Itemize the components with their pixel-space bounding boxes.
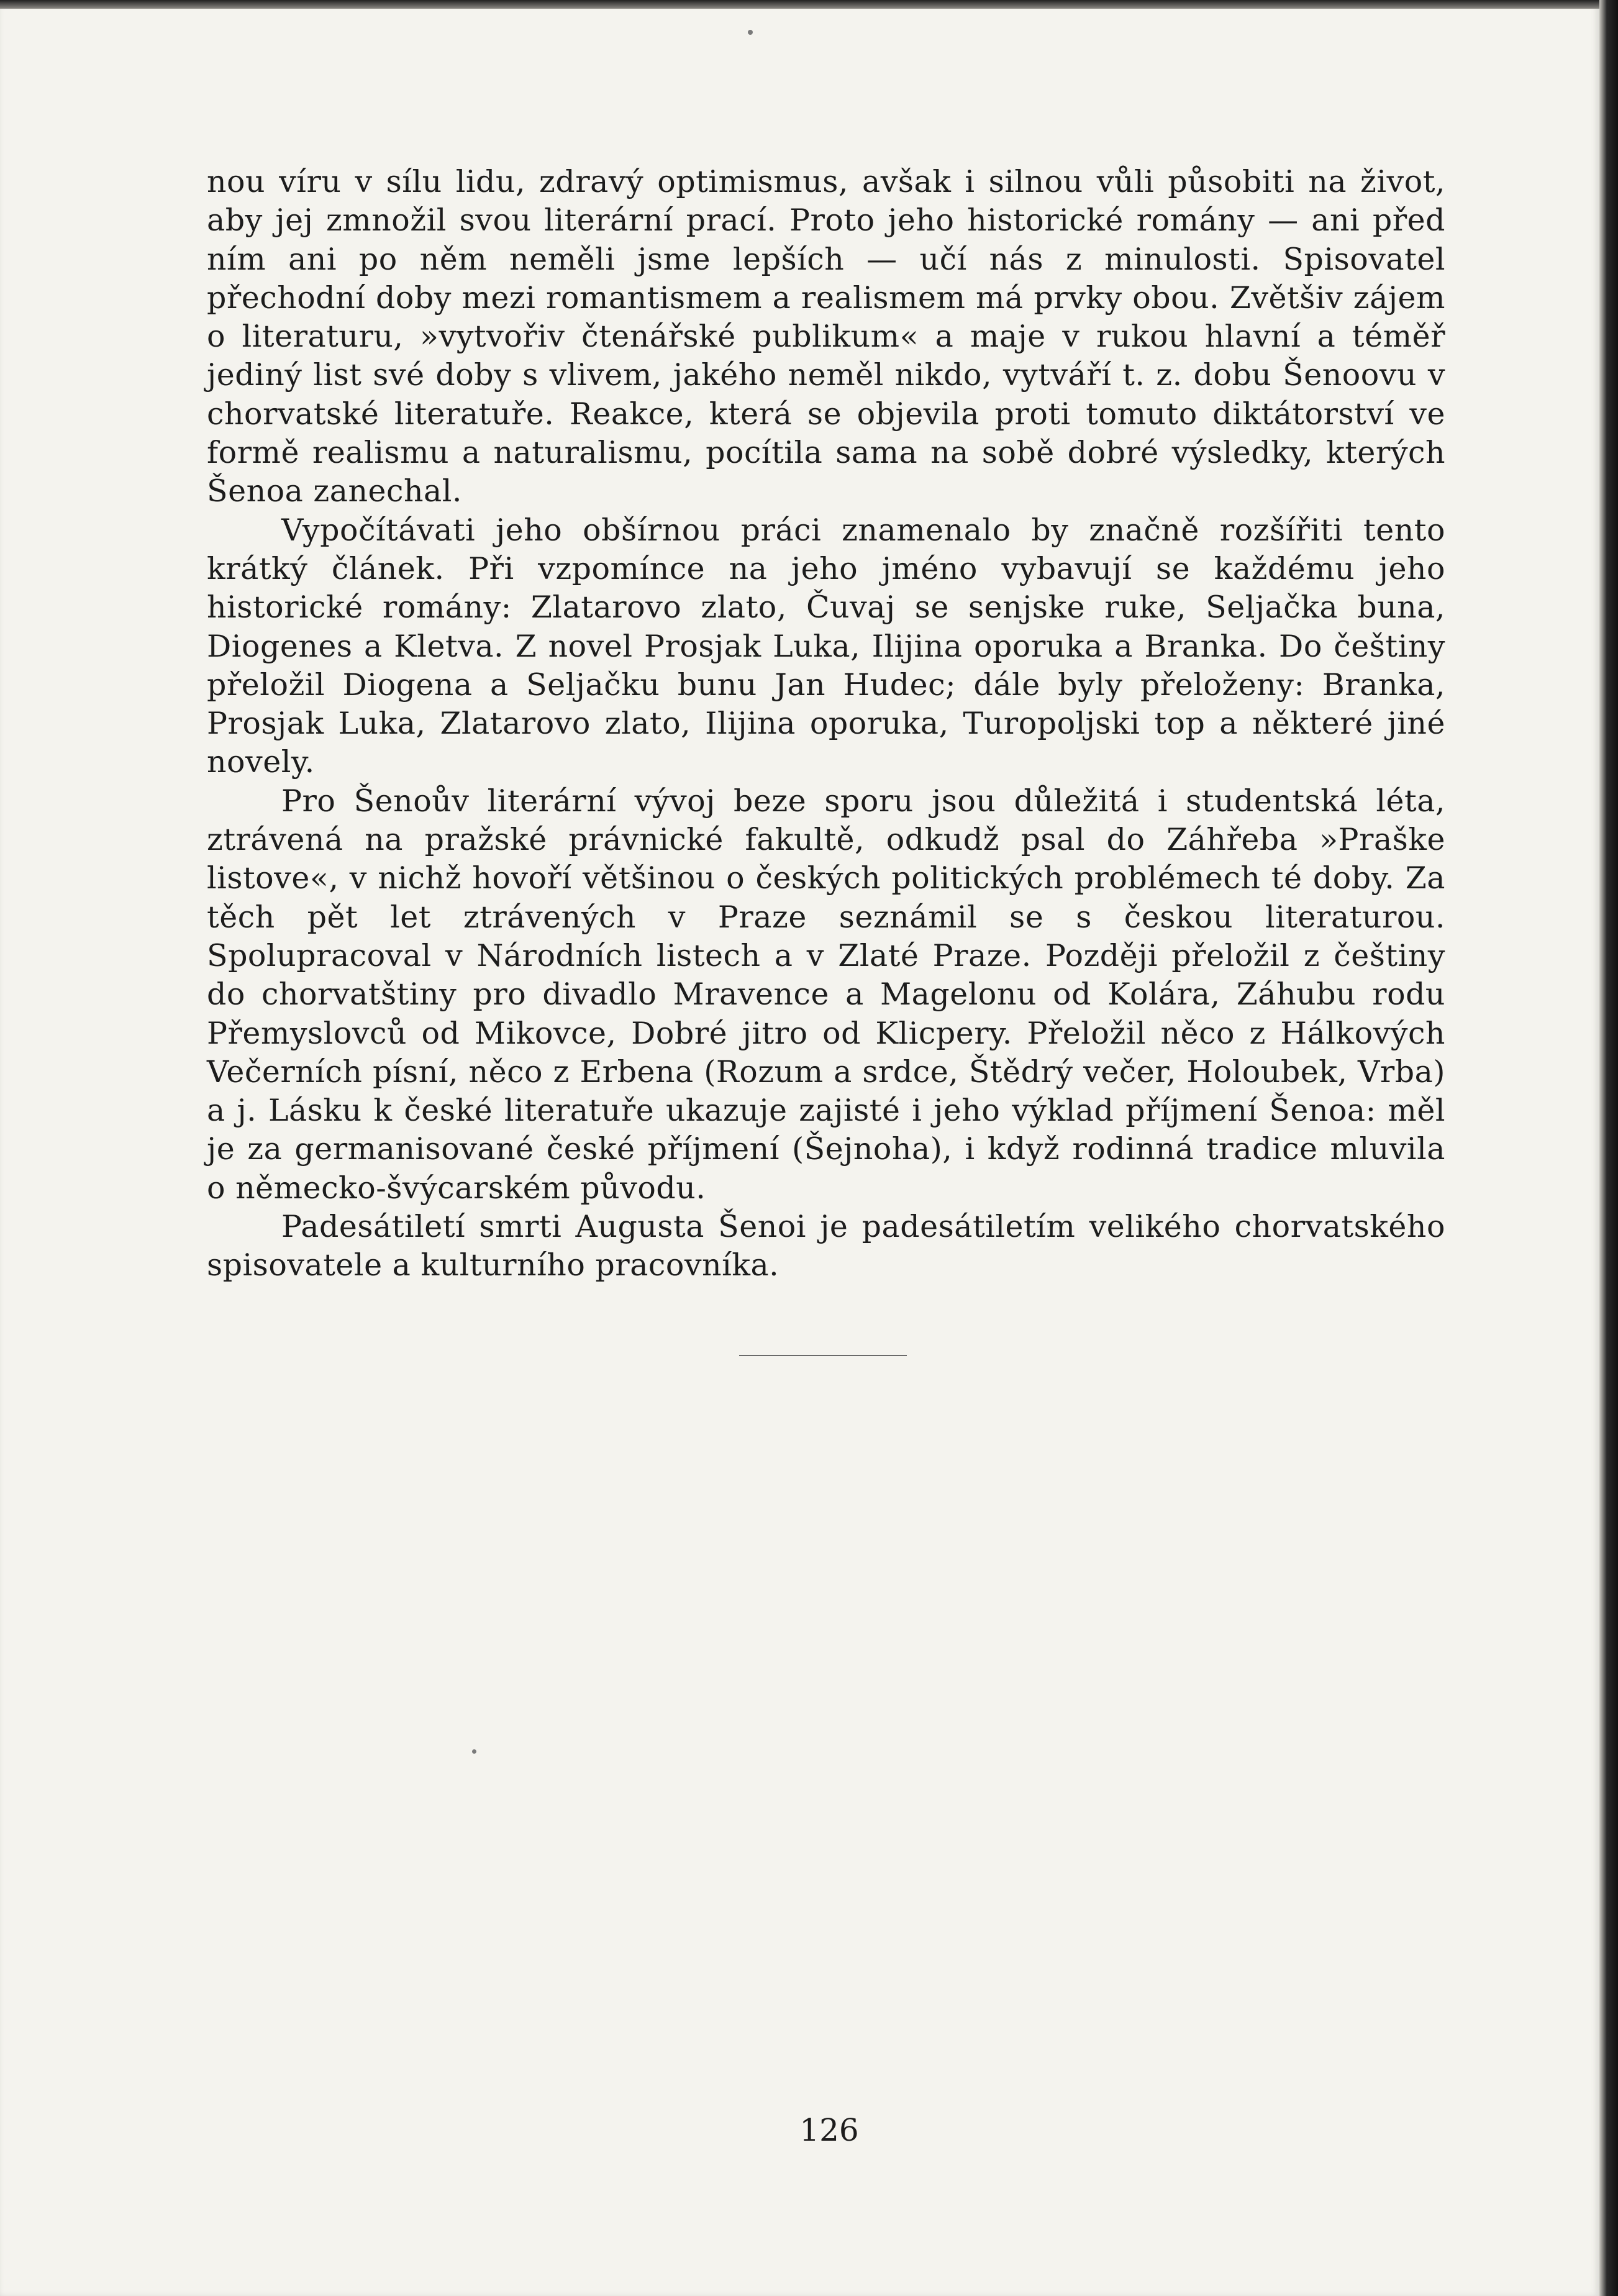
- scan-right-edge: [1599, 0, 1618, 2296]
- page-number: 126: [799, 2112, 859, 2148]
- paragraph-4: Padesátiletí smrti Augusta Šenoi je padesátiletím velikého chorvatského spisovatele a kulturního pracovníka.: [207, 1209, 1445, 1283]
- body-text: [207, 163, 1445, 1285]
- paragraph-1: nou víru v sílu lidu, zdravý optimismus, avšak i silnou vůli působiti na život, aby jej zmnožil svou literární prací. Proto jeho historické romány — ani před ním ani po něm neměli jsme lepších — učí nás z minulosti. Spisovatel přechodní doby mezi romantismem a realismem má prvky obou. Zvětšiv zájem o literaturu, »vytvořiv čtenářské publikum« a maje v rukou hlavní a téměř jediný list své doby s vlivem, jakého neměl nikdo, vytváří t. z. dobu Šenoovu v chorvatské literatuře. Reakce, která se objevila proti tomuto diktátorství ve formě realismu a naturalismu, pocítila sama na sobě dobré výsledky, kterých Šenoa zanechal.: [207, 164, 1445, 509]
- paragraph-2: Vypočítávati jeho obšírnou práci znamenalo by značně rozšířiti tento krátký článek. Při vzpomínce na jeho jméno vybavují se každému jeho historické romány: Zlatarovo zlato, Čuvaj se senjske ruke, Seljačka buna, Diogenes a Kletva. Z novel Prosjak Luka, Ilijina oporuka a Branka. Do češtiny přeložil Diogena a Seljačku bunu Jan Hudec; dále byly přeloženy: Branka, Prosjak Luka, Zlatarovo zlato, Ilijina oporuka, Turopoljski top a některé jiné novely.: [207, 512, 1445, 780]
- print-speck: [748, 30, 753, 35]
- paragraph-3: Pro Šenoův literární vývoj beze sporu jsou důležitá i studentská léta, ztrávená na pražské právnické fakultě, odkudž psal do Záhřeba »Praške listove«, v nichž hovoří většinou o českých politických problémech té doby. Za těch pět let ztrávených v Praze seznámil se s českou literaturou. Spolupracoval v Národních listech a v Zlaté Praze. Později přeložil z češtiny do chorvatštiny pro divadlo Mravence a Magelonu od Kolára, Záhubu rodu Přemyslovců od Mikovce, Dobré jitro od Klicpery. Přeložil něco z Hálkových Večerních písní, něco z Erbena (Rozum a srdce, Štědrý večer, Holoubek, Vrba) a j. Lásku k české literatuře ukazuje zajisté i jeho výklad příjmení Šenoa: měl je za germanisované české příjmení (Šejnoha), i když rodinná tradice mluvila o německo-švýcarském původu.: [207, 783, 1445, 1206]
- print-speck: [472, 1749, 476, 1754]
- end-separator-rule: [739, 1355, 907, 1356]
- scan-top-edge: [0, 0, 1618, 9]
